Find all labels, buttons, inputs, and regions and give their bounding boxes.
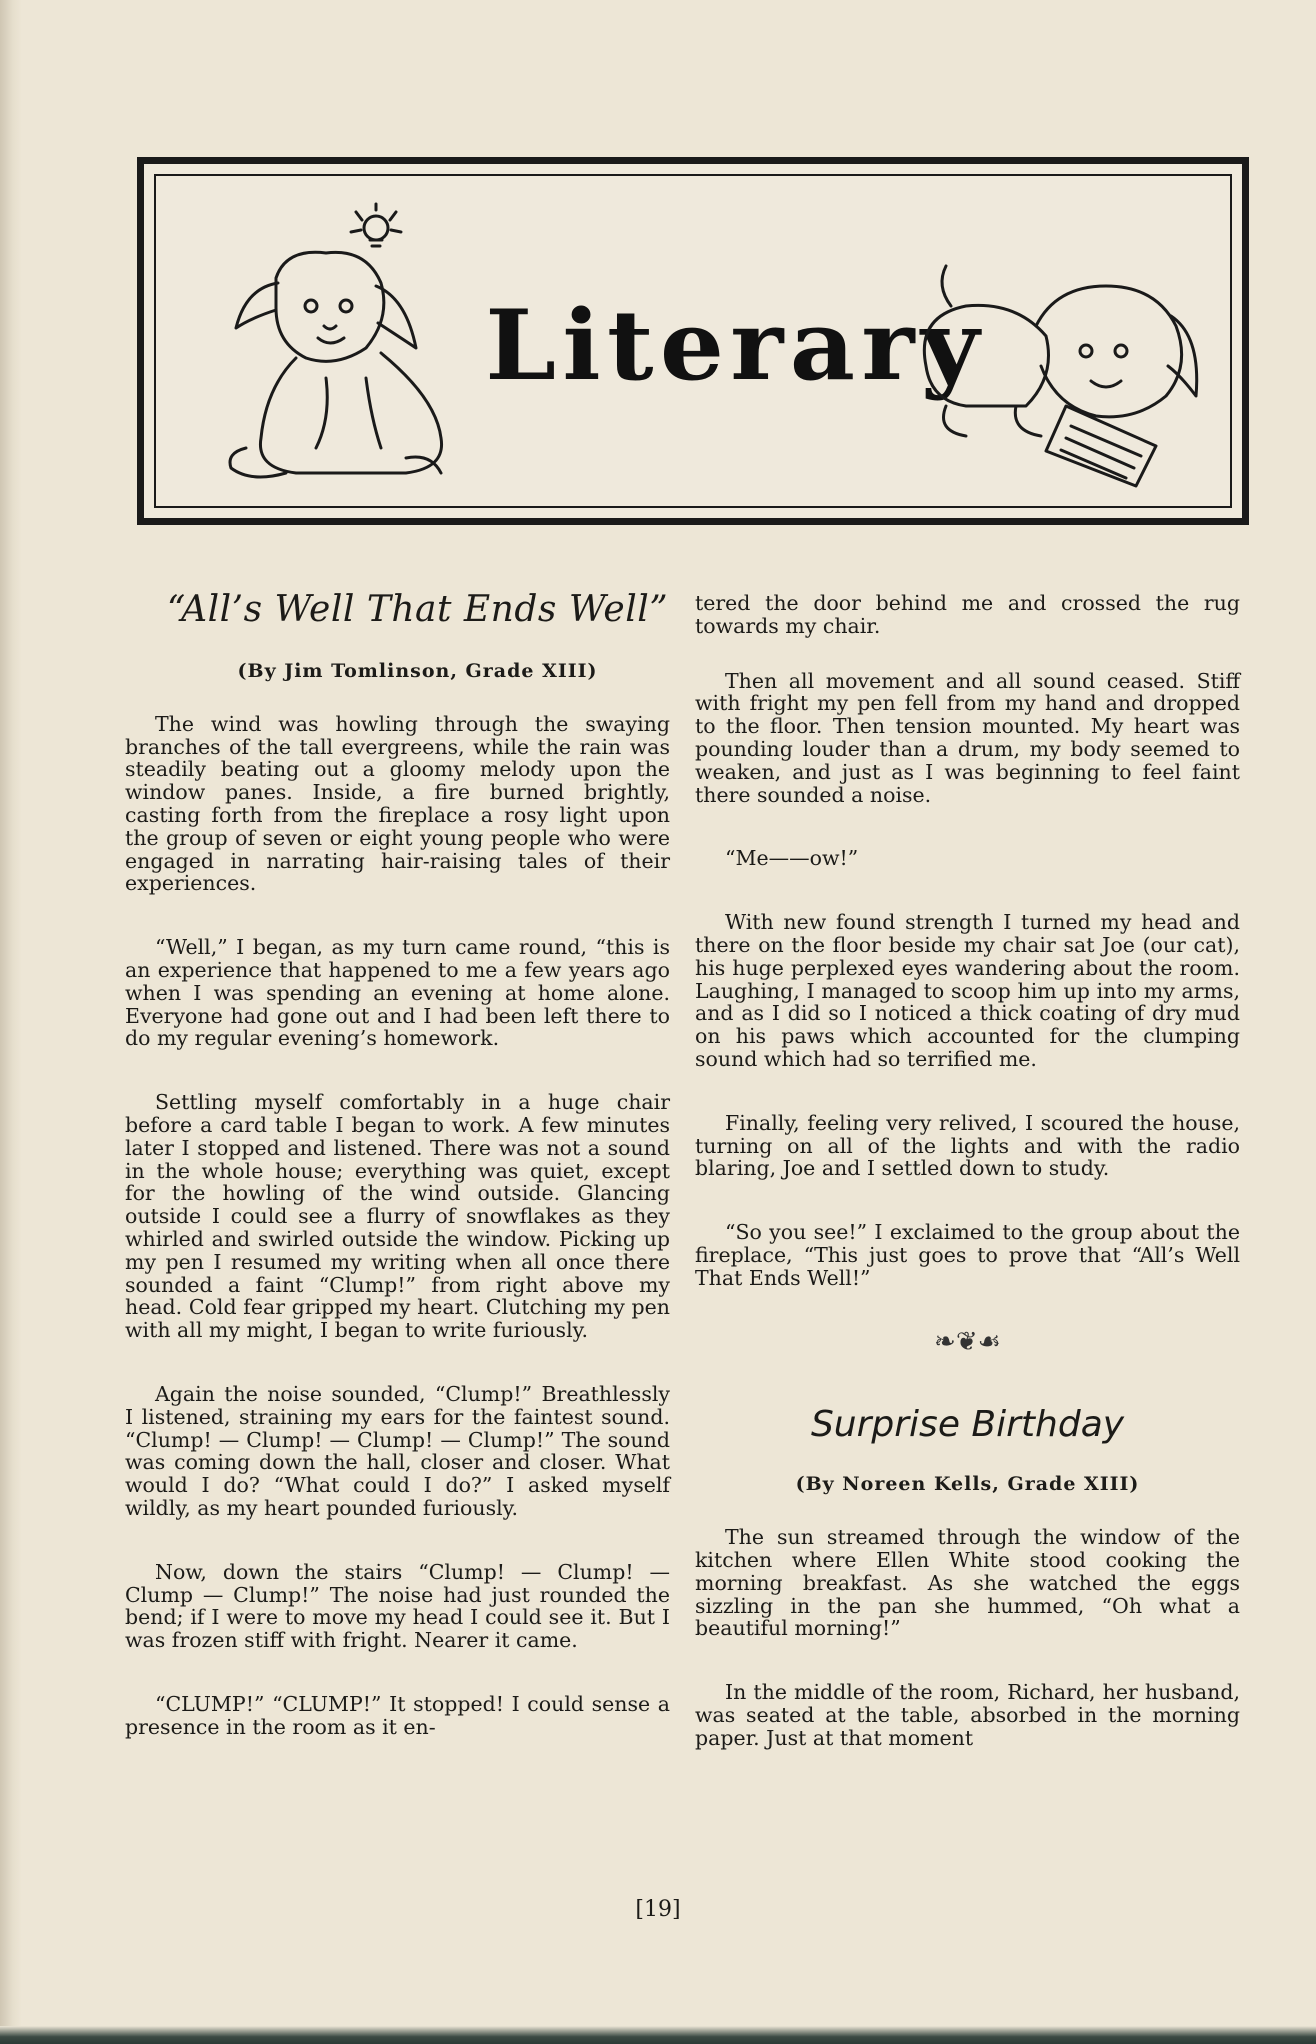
story1-paragraph: “So you see!” I exclaimed to the group about the fireplace, “This just goes to prove that “All’s Well That Ends Well!” — [695, 1220, 1240, 1290]
page-binding-edge — [0, 0, 22, 2044]
literary-banner — [137, 157, 1249, 525]
banner-title: Literary — [485, 289, 986, 402]
story1-paragraph: Settling myself comfortably in a huge chair before a card table I began to work. A few minutes later I stopped and listened. There was not a sound in the whole house; everything was quiet, except for the howling of the wind outside. Glancing outside I could see a flurry of snowflakes as they whirled and swirled outside the window. Picking up my pen I resumed my writing when all once there sounded a faint “Clump!” from right above my head. Cold fear gripped my heart. Clutching my pen with all my might, I began to write furiously. — [125, 1090, 670, 1343]
story2-paragraph: The sun streamed through the window of the kitchen where Ellen White stood cooking the morning breakfast. As she watched the eggs sizzling in the pan she hummed, “Oh what a beautiful morning!” — [695, 1525, 1240, 1641]
page-bottom-edge — [0, 2026, 1316, 2044]
section-ornament: ❧❦☙ — [934, 1326, 1001, 1357]
story1-paragraph: Again the noise sounded, “Clump!” Breathlessly I listened, straining my ears for the faintest sound. “Clump! — Clump! — Clump! — Clump!” The sound was coming down the hall, closer and closer. What would I do? “What could I do?” I asked myself wildly, as my heart pounded furiously. — [125, 1381, 670, 1520]
story1-meow: “Me——ow!” — [725, 846, 859, 871]
story1-paragraph: “Well,” I began, as my turn came round, “this is an experience that happened to me a few years ago when I was spending an evening at home alone. Everyone had gone out and I had been left there to do my regular evening’s homework. — [125, 935, 670, 1051]
story1-continuation: tered the door behind me and crossed the rug towards my chair. — [695, 591, 1240, 638]
right-column — [695, 592, 1240, 1791]
banner-inner-border — [154, 174, 1232, 508]
story1-paragraph: The wind was howling through the swaying branches of the tall evergreens, while the rain was steadily beating out a gloomy melody upon the window panes. Inside, a fire burned brightly, casting forth from the fireplace a rosy light upon the group of seven or eight young people who were engaged in narrating hair-raising tales of their experiences. — [125, 711, 670, 896]
story1-paragraph: With new found strength I turned my head and there on the floor beside my chair sat Joe (our cat), his huge perplexed eyes wandering about the room. Laughing, I managed to scoop him up into my arms, and as I did so I noticed a thick coating of dry mud on his paws which accounted for the clumping sound which had so terrified me. — [695, 910, 1240, 1071]
story2-title: Surprise Birthday — [810, 1404, 1125, 1446]
story1-paragraph: “CLUMP!” “CLUMP!” It stopped! I could sense a presence in the room as it en- — [125, 1691, 670, 1739]
story1-paragraph: Now, down the stairs “Clump! — Clump! — Clump — Clump!” The noise had just rounded the bend; if I were to move my head I could see it. But I was frozen stiff with fright. Nearer it came. — [125, 1559, 670, 1653]
story2-byline: (By Noreen Kells, Grade XIII) — [795, 1473, 1140, 1496]
page-number: [19] — [635, 1897, 681, 1922]
puppy-reading-letter-icon — [906, 256, 1206, 496]
left-column — [125, 588, 670, 1779]
puppy-with-lightbulb-icon — [206, 198, 466, 488]
story1-byline: (By Jim Tomlinson, Grade XIII) — [237, 660, 598, 682]
story1-paragraph: Finally, feeling very relived, I scoured the house, turning on all of the lights and with the radio blaring, Joe and I settled down to study. — [695, 1110, 1240, 1181]
story2-paragraph: In the middle of the room, Richard, her husband, was seated at the table, absorbed in the morning paper. Just at that moment — [695, 1680, 1240, 1750]
story1-title: “All’s Well That Ends Well” — [166, 589, 669, 630]
story1-paragraph: Then all movement and all sound ceased. Stiff with fright my pen fell from my hand and dropped to the floor. Then tension mounted. My heart was pounding louder than a drum, my body seemed to weaken, and just as I was beginning to feel faint there sounded a noise. — [695, 668, 1240, 807]
